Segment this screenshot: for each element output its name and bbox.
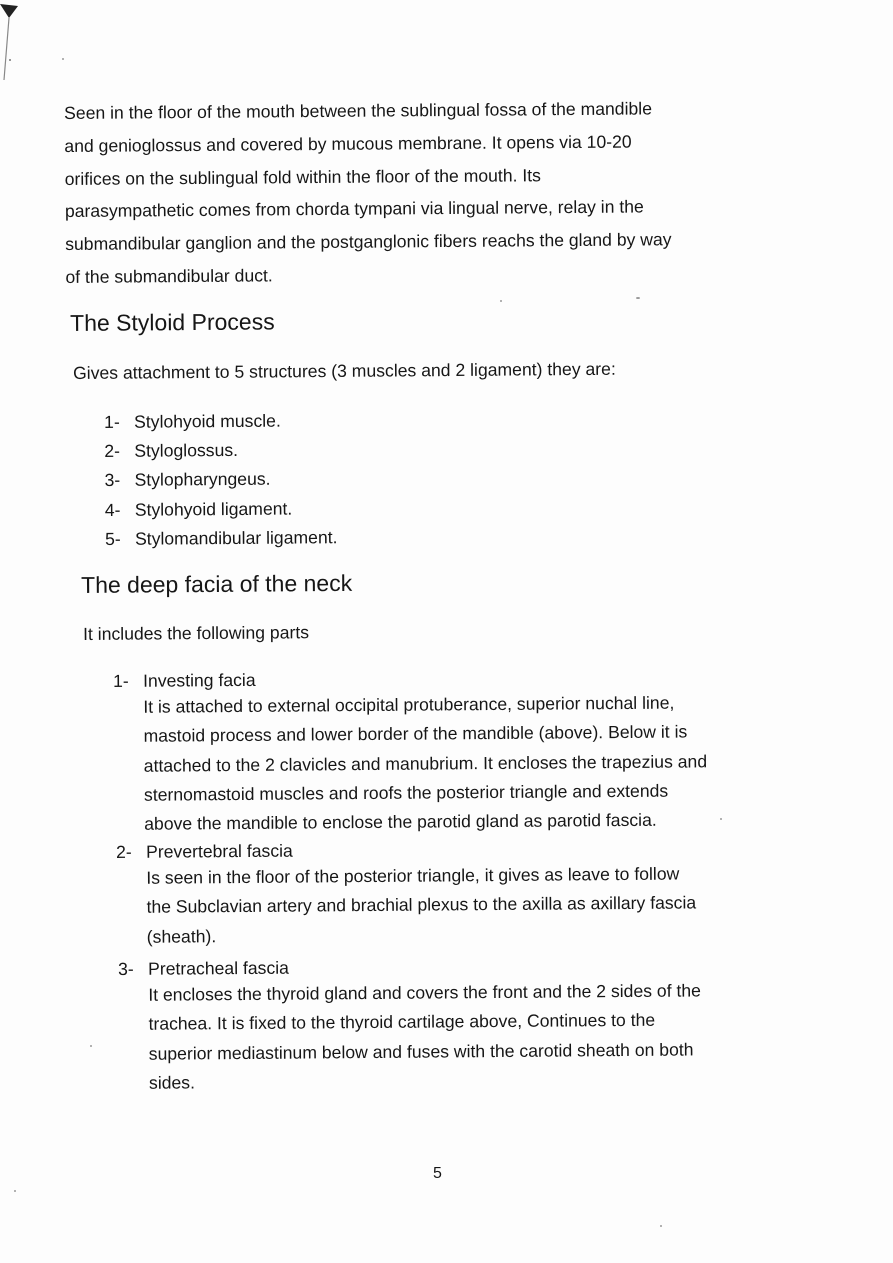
page-number: 5 <box>433 1165 442 1182</box>
paragraph-line: parasympathetic comes from chorda tympani via lingual nerve, relay in the <box>64 196 644 222</box>
list-number: 2- <box>116 841 132 862</box>
list-number: 3- <box>104 470 121 491</box>
list-number: 5- <box>104 528 121 549</box>
list-text: Stylohyoid ligament. <box>134 498 293 520</box>
fascia-part-investing <box>113 664 708 839</box>
body-line: sternomastoid muscles and roofs the posterior triangle and extends <box>143 780 669 805</box>
scan-speck <box>500 300 502 302</box>
body-line: mastoid process and lower border of the mandible (above). Below it is <box>143 721 688 747</box>
paragraph-line: submandibular ganglion and the postganglonic fibers reachs the gland by way <box>65 229 672 255</box>
styloid-heading: The Styloid Process <box>70 308 275 336</box>
paragraph-line: orifices on the sublingual fold within the floor of the mouth. Its <box>64 164 541 189</box>
list-text: Stylohyoid muscle. <box>134 410 281 432</box>
paragraph-line: Seen in the floor of the mouth between the sublingual fossa of the mandible <box>64 98 653 123</box>
fascia-part-prevertebral <box>116 835 696 951</box>
styloid-list <box>104 406 338 554</box>
deep-fascia-heading: The deep facia of the neck <box>81 569 353 598</box>
body-line: superior mediastinum below and fuses with the carotid sheath on both <box>148 1039 694 1064</box>
part-title-text: Investing facia <box>143 669 256 691</box>
scan-speck <box>62 58 64 60</box>
scan-speck <box>720 818 722 820</box>
paragraph-line: of the submandibular duct. <box>65 265 273 287</box>
body-line: sides. <box>148 1072 196 1093</box>
list-number: 1- <box>113 670 129 691</box>
fascia-part-body <box>148 976 702 1098</box>
list-item <box>105 523 338 554</box>
list-text: Stylomandibular ligament. <box>134 526 338 549</box>
list-item <box>104 435 337 466</box>
list-number: 3- <box>118 958 134 979</box>
list-item <box>105 494 338 525</box>
list-text: Stylopharyngeus. <box>134 469 271 491</box>
deep-fascia-lead: It includes the following parts <box>83 622 310 644</box>
fascia-part-body <box>143 688 707 839</box>
fascia-part-body <box>146 859 696 951</box>
body-line: It is attached to external occipital protuberance, superior nuchal line, <box>143 692 675 717</box>
body-line: Is seen in the floor of the posterior triangle, it gives as leave to follow <box>146 863 680 888</box>
body-line: It encloses the thyroid gland and covers the front and the 2 sides of the <box>148 980 701 1005</box>
body-line: the Subclavian artery and brachial plexus to the axilla as axillary fascia <box>146 892 697 918</box>
scan-speck <box>636 297 640 299</box>
list-item <box>104 406 337 437</box>
body-line: attached to the 2 clavicles and manubrium. It encloses the trapezius and <box>143 750 708 776</box>
part-title-text: Pretracheal fascia <box>148 957 289 979</box>
list-number: 4- <box>104 499 121 520</box>
styloid-lead: Gives attachment to 5 structures (3 muscles and 2 ligament) they are: <box>73 358 616 383</box>
intro-paragraph <box>64 92 766 294</box>
scan-speck <box>90 1045 92 1047</box>
scan-speck <box>14 1190 16 1192</box>
fascia-part-pretracheal <box>118 952 702 1098</box>
list-number: 1- <box>104 411 120 432</box>
list-item <box>104 465 337 496</box>
corner-staple-mark-icon <box>0 0 40 110</box>
scan-speck <box>660 1225 662 1227</box>
body-line: above the mandible to enclose the parotid gland as parotid fascia. <box>144 809 657 834</box>
body-line: (sheath). <box>146 925 217 947</box>
list-text: Styloglossus. <box>134 440 239 461</box>
part-title-text: Prevertebral fascia <box>146 840 293 862</box>
list-number: 2- <box>104 441 121 462</box>
body-line: trachea. It is fixed to the thyroid cartilage above, Continues to the <box>148 1010 656 1035</box>
paragraph-line: and genioglossus and covered by mucous membrane. It opens via 10-20 <box>64 131 632 156</box>
